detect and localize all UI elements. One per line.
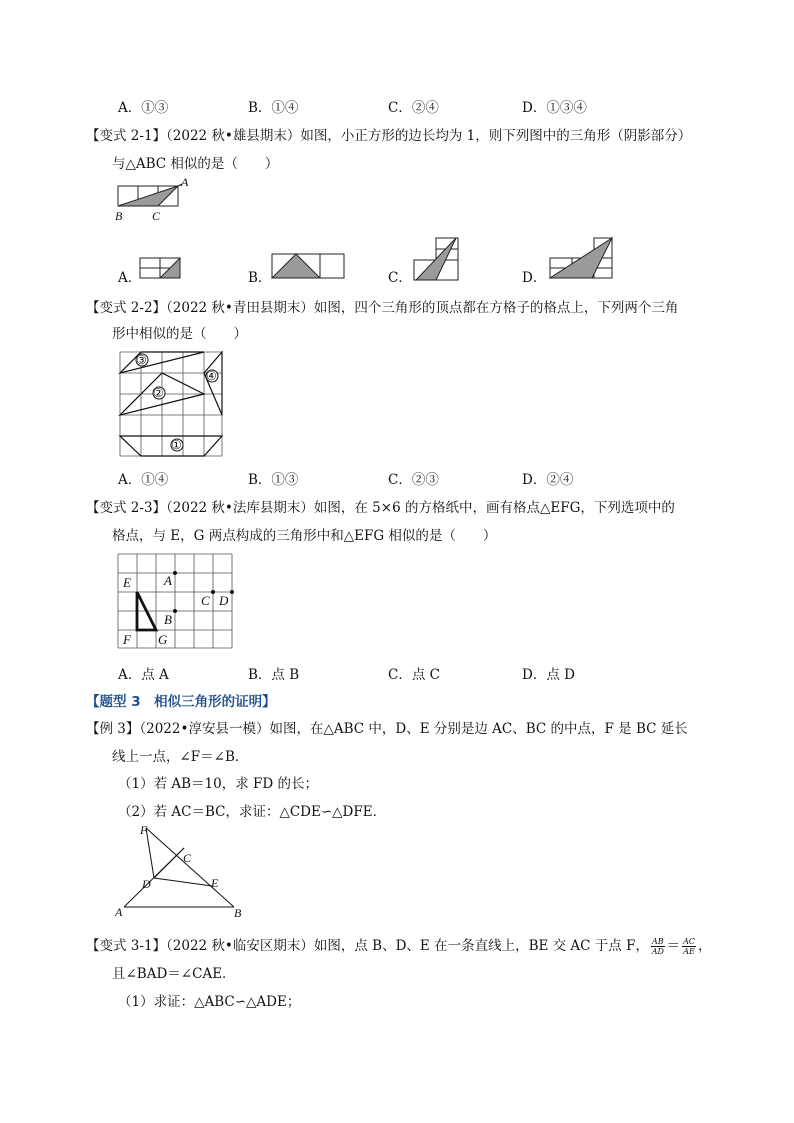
question-text-line2: 形中相似的是（ ） [112, 326, 247, 342]
option-a-figure [136, 250, 186, 282]
question-text-line1: 【变式 2-2】（2022 秋•青田县期末）如图，四个三角形的顶点都在方格子的格点上，下列两个三角 [86, 300, 679, 316]
label-f: F [123, 632, 131, 647]
question-part-1: （1）若 AB＝10，求 FD 的长； [118, 776, 319, 792]
option-d-figure [544, 230, 618, 282]
label-e: E [211, 876, 219, 890]
option-b[interactable]: B．点 B [248, 667, 300, 683]
section-heading: 【题型 3 相似三角形的证明】 [86, 694, 276, 710]
label-c: C [201, 593, 210, 608]
label-g: G [158, 632, 168, 647]
fraction-numerator: AC [683, 937, 696, 946]
label-a: A [181, 175, 189, 189]
option-c[interactable]: C． [388, 270, 412, 286]
label-f: F [140, 823, 148, 837]
label-a: A [164, 573, 172, 588]
fraction-ab-ad [651, 937, 665, 956]
question-text-line2: 与△ABC 相似的是（ ） [112, 156, 279, 172]
option-b[interactable]: B．①③ [248, 472, 299, 488]
question-text-line1-a: 【变式 3-1】（2022 秋•临安区期末）如图，点 B、D、E 在一条直线上，BE 交 AC 于点 F， [86, 938, 649, 954]
fraction-ac-ae [682, 937, 696, 956]
label-a: A [115, 905, 123, 919]
option-c[interactable]: C．点 C [388, 667, 440, 683]
figure-abc [112, 174, 202, 226]
fraction-denominator: AD [651, 947, 664, 956]
question-text-line2: 且∠BAD＝∠CAE． [112, 966, 236, 982]
label-c: C [183, 851, 192, 865]
label-e: E [123, 575, 131, 590]
question-text-line1: 【变式 2-1】（2022 秋•雄县期末）如图，小正方形的边长均为 1，则下列图中的三角形（阴影部分） [86, 128, 692, 144]
option-d[interactable]: D．②④ [522, 472, 574, 488]
figure-triangle-abc-f [112, 820, 252, 920]
option-d[interactable]: D． [522, 270, 547, 286]
option-d[interactable]: D．①③④ [522, 100, 587, 116]
question-text-line1: 【变式 2-3】（2022 秋•法库县期末）如图，在 5×6 的方格纸中，画有格点△EFG，下列选项中的 [86, 500, 675, 516]
equals-sign: ＝ [666, 938, 681, 954]
option-d[interactable]: D．点 D [522, 667, 575, 683]
figure-grid-triangles [112, 346, 228, 460]
option-a[interactable]: A．①③ [118, 100, 169, 116]
label-1: ① [171, 438, 182, 452]
label-b: B [164, 612, 172, 627]
comma: ， [698, 938, 712, 954]
question-text-line2: 线上一点，∠F＝∠B． [112, 749, 249, 765]
label-2: ② [153, 386, 164, 400]
label-b: B [115, 209, 123, 223]
option-b[interactable]: B． [248, 270, 272, 286]
option-a[interactable]: A．点 A [118, 667, 169, 683]
label-c: C [152, 209, 161, 223]
label-d: D [219, 593, 229, 608]
fraction-denominator: AE [683, 947, 695, 956]
figure-efg-grid [112, 550, 236, 652]
question-text-line2: 格点，与 E，G 两点构成的三角形中和△EFG 相似的是（ ） [112, 528, 497, 544]
label-3: ③ [136, 353, 147, 367]
option-c[interactable]: C．②③ [388, 472, 439, 488]
option-a[interactable]: A．①④ [118, 472, 169, 488]
question-text-line1 [86, 934, 712, 956]
option-c-figure [404, 232, 464, 282]
option-b[interactable]: B．①④ [248, 100, 299, 116]
fraction-numerator: AB [651, 937, 664, 946]
question-text-line1: 【例 3】（2022•淳安县一模）如图，在△ABC 中，D、E 分别是边 AC、BC 的中点，F 是 BC 延长 [86, 721, 688, 737]
label-4: ④ [206, 369, 217, 383]
option-a[interactable]: A． [118, 270, 142, 286]
option-c[interactable]: C．②④ [388, 100, 439, 116]
label-d: D [142, 877, 151, 891]
triangle-abc [118, 186, 178, 206]
question-part-1: （1）求证：△ABC∽△ADE； [118, 994, 301, 1010]
question-part-2: （2）若 AC＝BC，求证：△CDE∽△DFE． [118, 804, 387, 820]
option-b-figure [268, 248, 358, 282]
label-b: B [234, 906, 242, 920]
